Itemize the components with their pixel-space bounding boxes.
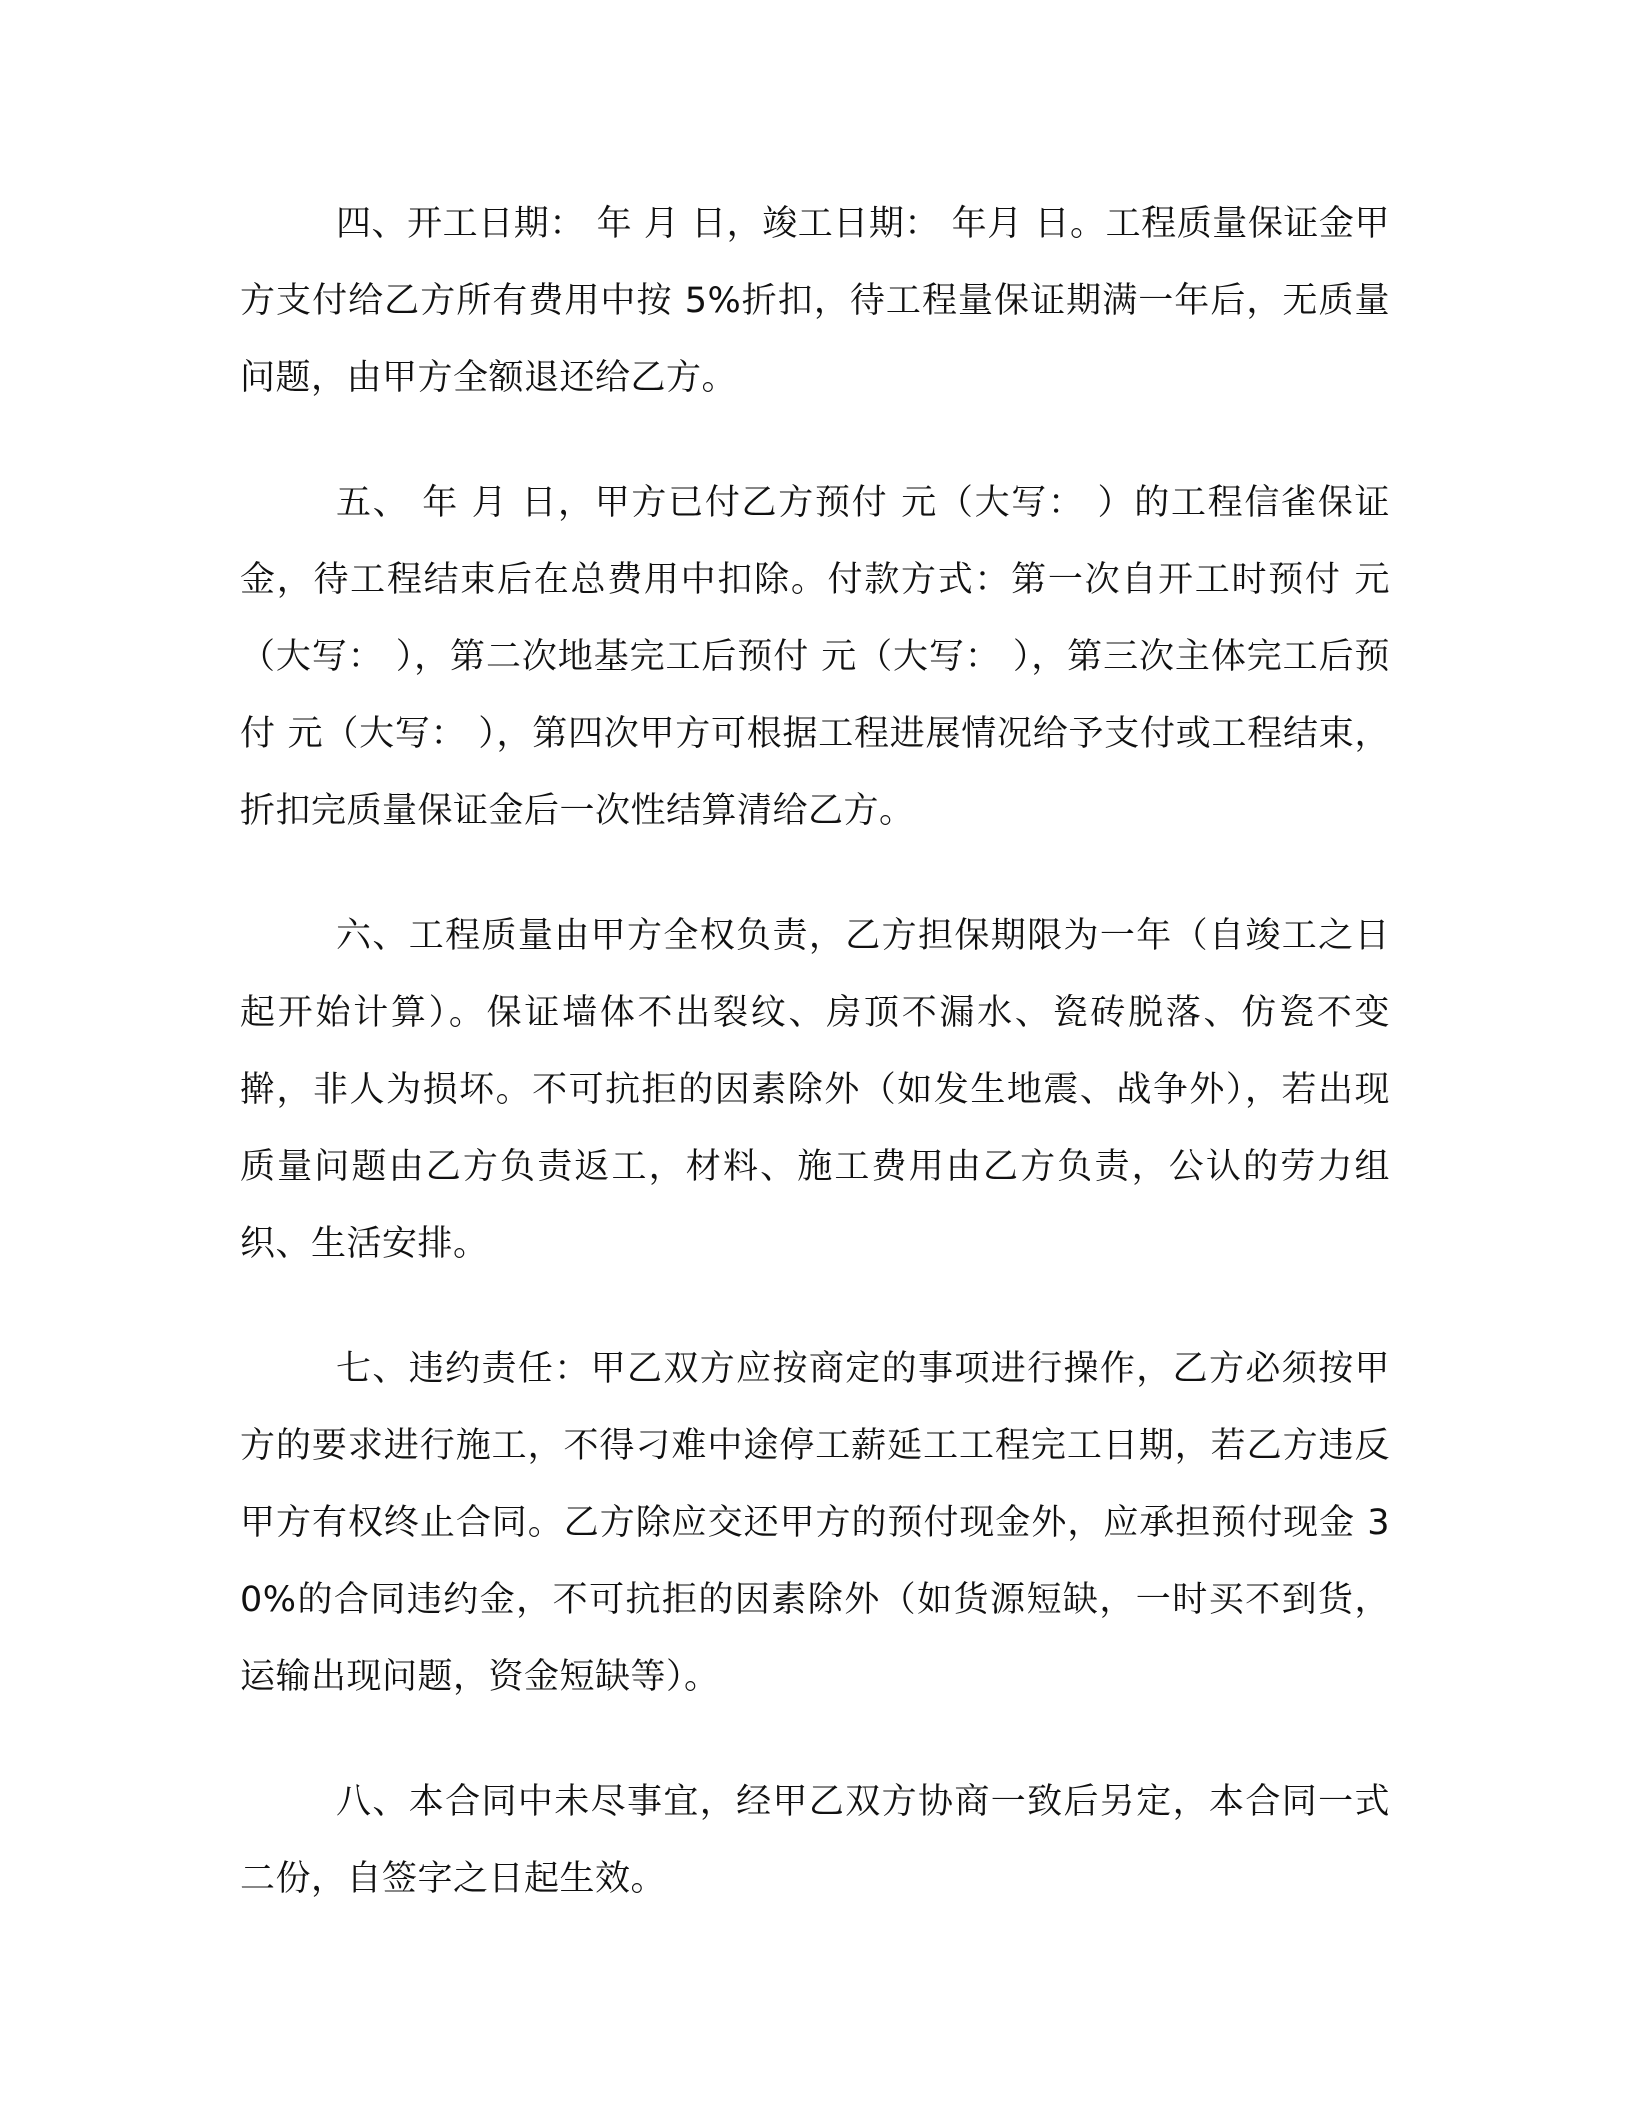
- document-body: [240, 186, 1390, 1966]
- clause-5-paragraph: 五、 年 月 日，甲方已付乙方预付 元（大写： ）的工程信雀保证金，待工程结束后在总费用中扣除。付款方式：第一次自开工时预付 元（大写： ），第二次地基完工后预付 元（大写： ），第三次主体完工后预付 元（大写： ），第四次甲方可根据工程进展情况给予支付或工程结束，折扣完质量保证金后一次性结算清给乙方。: [240, 483, 1390, 831]
- clause-8-paragraph: 八、本合同中未尽事宜，经甲乙双方协商一致后另定，本合同一式二份，自签字之日起生效。: [240, 1782, 1390, 1899]
- clause-7-paragraph: 七、违约责任：甲乙双方应按商定的事项进行操作，乙方必须按甲方的要求进行施工，不得刁难中途停工薪延工工程完工日期，若乙方违反甲方有权终止合同。乙方除应交还甲方的预付现金外，应承担预付现金 30%的合同违约金，不可抗拒的因素除外（如货源短缺，一时买不到货，运输出现问题，资金短缺等）。: [240, 1349, 1390, 1697]
- clause-6-paragraph: 六、工程质量由甲方全权负责，乙方担保期限为一年（自竣工之日起开始计算）。保证墙体不出裂纹、房顶不漏水、瓷砖脱落、仿瓷不变擀，非人为损坏。不可抗拒的因素除外（如发生地震、战争外），若出现质量问题由乙方负责返工，材料、施工费用由乙方负责，公认的劳力组织、生活安排。: [240, 916, 1390, 1264]
- clause-4-paragraph: 四、开工日期： 年 月 日，竣工日期： 年月 日。工程质量保证金甲方支付给乙方所有费用中按 5%折扣，待工程量保证期满一年后，无质量问题，由甲方全额退还给乙方。: [240, 204, 1390, 398]
